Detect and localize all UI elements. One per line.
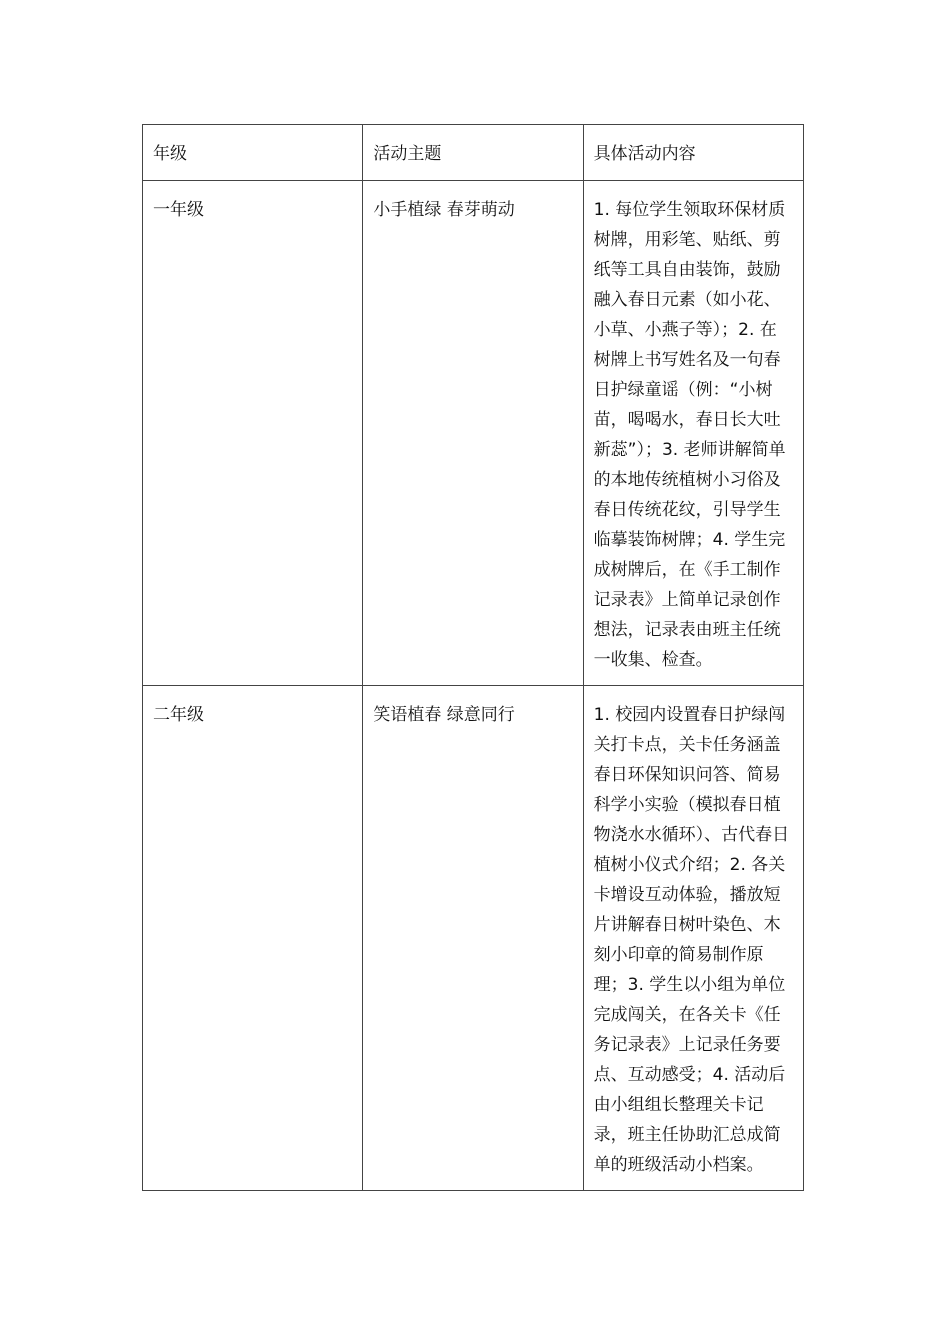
content-cell [583,181,803,686]
table-row [143,686,804,1191]
theme-cell [363,181,583,686]
content-cell [583,686,803,1191]
grade-cell [143,181,363,686]
header-cell-theme [363,125,583,181]
header-content-label: 具体活动内容 [593,144,696,164]
grade-text: 一年级 [153,200,204,220]
theme-text: 笑语植春 绿意同行 [373,705,515,725]
header-cell-content [583,125,803,181]
header-cell-grade [143,125,363,181]
content-text: 1. 每位学生领取环保材质树牌，用彩笔、贴纸、剪纸等工具自由装饰，鼓励融入春日元素（如小花、小草、小燕子等）；2. 在树牌上书写姓名及一句春日护绿童谣（例：“小树苗，喝喝水，春日长大吐新蕊”）；3. 老师讲解简单的本地传统植树小习俗及春日传统花纹，引导学生临摹装饰树牌；4. 学生完成树牌后，在《手工制作记录表》上简单记录创作想法，记录表由班主任统一收集、检查。 [593,200,786,670]
grade-text: 二年级 [153,705,204,725]
table-header-row [143,125,804,181]
theme-text: 小手植绿 春芽萌动 [373,200,515,220]
activity-table [142,124,804,1191]
grade-cell [143,686,363,1191]
content-text: 1. 校园内设置春日护绿闯关打卡点，关卡任务涵盖春日环保知识问答、简易科学小实验（模拟春日植物浇水水循环）、古代春日植树小仪式介绍；2. 各关卡增设互动体验，播放短片讲解春日树叶染色、木刻小印章的简易制作原理；3. 学生以小组为单位完成闯关，在各关卡《任务记录表》上记录任务要点、互动感受；4. 活动后由小组组长整理关卡记录，班主任协助汇总成简单的班级活动小档案。 [593,705,790,1175]
theme-cell [363,686,583,1191]
table-row [143,181,804,686]
header-grade-label: 年级 [153,144,187,164]
header-theme-label: 活动主题 [373,144,442,164]
